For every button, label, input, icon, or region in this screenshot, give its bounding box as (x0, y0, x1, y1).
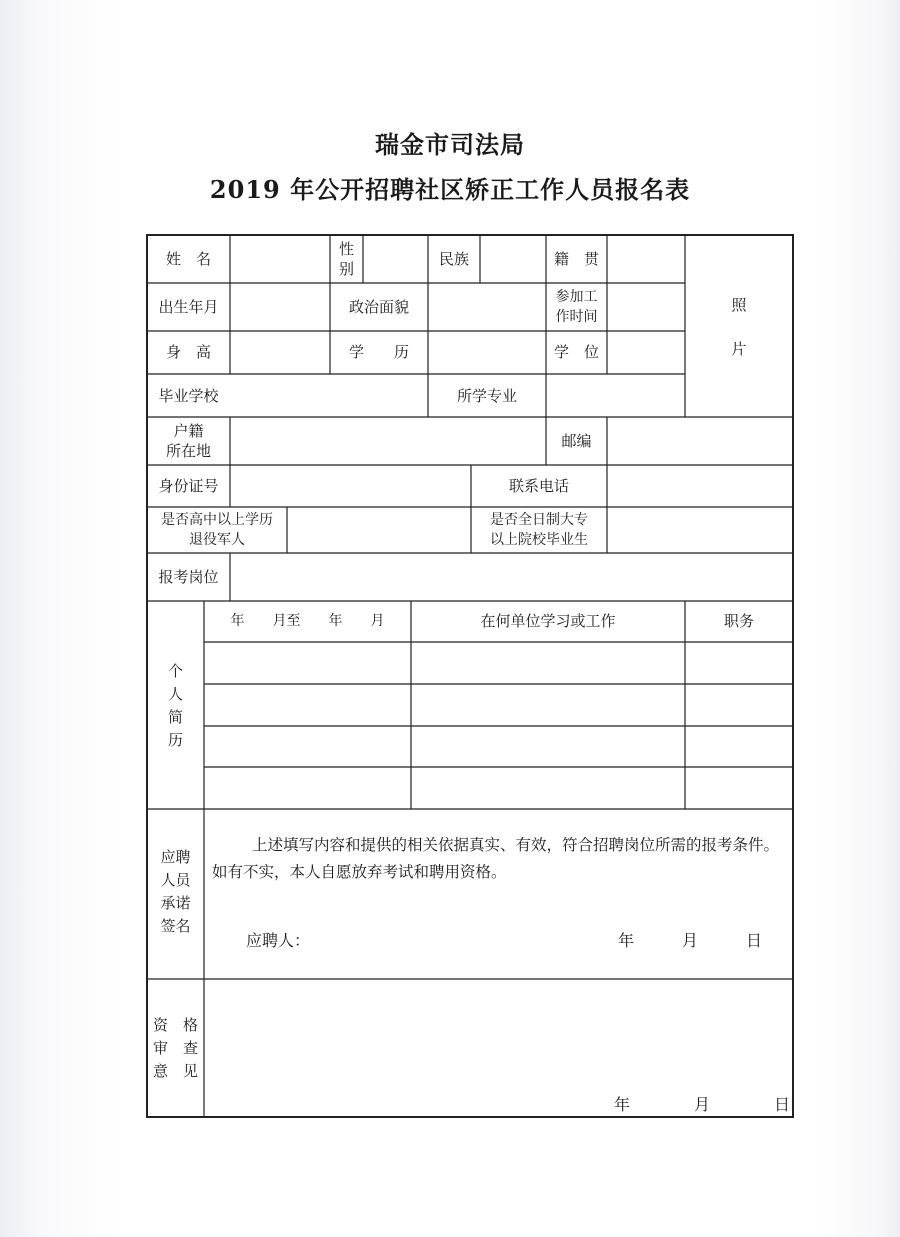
photo-label: 照 片 (731, 296, 747, 358)
veteran-label: 是否高中以上学历 退役军人 (161, 512, 273, 548)
birth-date-label: 出生年月 (158, 298, 219, 316)
education-label: 学 历 (348, 343, 409, 361)
ethnicity-label: 民族 (438, 250, 469, 268)
gender-label: 性 别 (338, 240, 354, 278)
school-label: 毕业学校 (158, 387, 219, 405)
major-label: 所学专业 (456, 387, 517, 405)
pledge-date: 年 月 日 (618, 931, 763, 950)
review-date: 年 月 日 (614, 1095, 791, 1114)
document-subtitle: 2019 年公开招聘社区矫正工作人员报名表 (209, 175, 691, 204)
phone-label: 联系电话 (508, 477, 569, 495)
resume-unit-header: 在何单位学习或工作 (480, 612, 616, 630)
review-section-label: 资 格 审 查 意 见 (152, 1016, 198, 1080)
postcode-label: 邮编 (561, 432, 592, 450)
pledge-text: 上述填写内容和提供的相关依据真实、有效，符合招聘岗位所需的报考条件。如有不实，本人自愿放弃考试和聘用资格。 (212, 836, 780, 881)
pledge-section-label: 应聘 人员 承诺 签名 (160, 848, 191, 935)
political-status-label: 政治面貌 (348, 298, 409, 316)
pledge-signer-label: 应聘人： (246, 931, 311, 950)
resume-period-header: 年 月至 年 月 (230, 613, 385, 629)
fulltime-graduate-label: 是否全日制大专 以上院校毕业生 (490, 512, 588, 548)
resume-duty-header: 职务 (723, 612, 754, 630)
hukou-label: 户籍 所在地 (165, 422, 211, 460)
height-label: 身 高 (165, 343, 211, 361)
resume-section-label: 个 人 简 历 (167, 662, 183, 749)
work-start-label: 参加工 作时间 (555, 289, 598, 325)
name-label: 姓 名 (165, 250, 211, 268)
degree-label: 学 位 (553, 343, 599, 361)
applied-position-label: 报考岗位 (158, 568, 219, 586)
id-number-label: 身份证号 (158, 477, 219, 495)
native-place-label: 籍 贯 (553, 250, 599, 268)
document-title: 瑞金市司法局 (375, 130, 525, 159)
